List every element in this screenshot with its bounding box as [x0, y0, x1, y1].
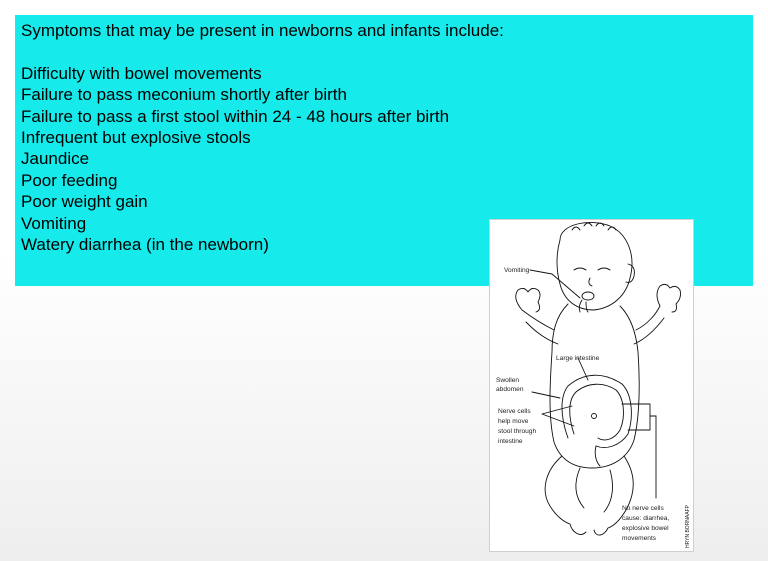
infant-drawing [490, 220, 693, 551]
illustration-credit: HRYN BORNAAFP [685, 505, 691, 548]
label-no-nerve-line4: movements [622, 535, 657, 542]
label-nerve-line3: stool through [498, 428, 537, 435]
label-nerve-line2: help move [498, 418, 529, 425]
label-no-nerve-line2: cause: diarrhea, [622, 515, 670, 522]
symptom-item: Difficulty with bowel movements [21, 63, 262, 83]
label-no-nerve-line3: explosive bowel [622, 525, 669, 532]
symptoms-heading: Symptoms that may be present in newborns and infants include: [21, 21, 504, 40]
label-swollen-line1: Swollen [496, 377, 520, 384]
label-large-intestine: Large intestine [556, 355, 600, 362]
infant-illustration [489, 219, 694, 552]
symptom-item: Infrequent but explosive stools [21, 128, 251, 148]
symptom-item: Poor weight gain [21, 192, 148, 212]
label-nerve-line1: Nerve cells [498, 408, 531, 415]
symptom-item: Watery diarrhea (in the newborn) [21, 235, 269, 255]
symptom-item: Failure to pass a first stool within 24 - 48 hours after birth [21, 106, 450, 126]
symptom-item: Failure to pass meconium shortly after birth [21, 85, 347, 105]
label-swollen-line2: abdomen [496, 386, 524, 393]
label-no-nerve-line1: No nerve cells [622, 505, 664, 512]
symptom-item: Vomiting [21, 213, 87, 233]
symptom-item: Poor feeding [21, 170, 118, 190]
label-vomiting: Vomiting [504, 267, 530, 274]
symptom-item: Jaundice [21, 149, 90, 169]
label-nerve-line4: intestine [498, 438, 523, 445]
